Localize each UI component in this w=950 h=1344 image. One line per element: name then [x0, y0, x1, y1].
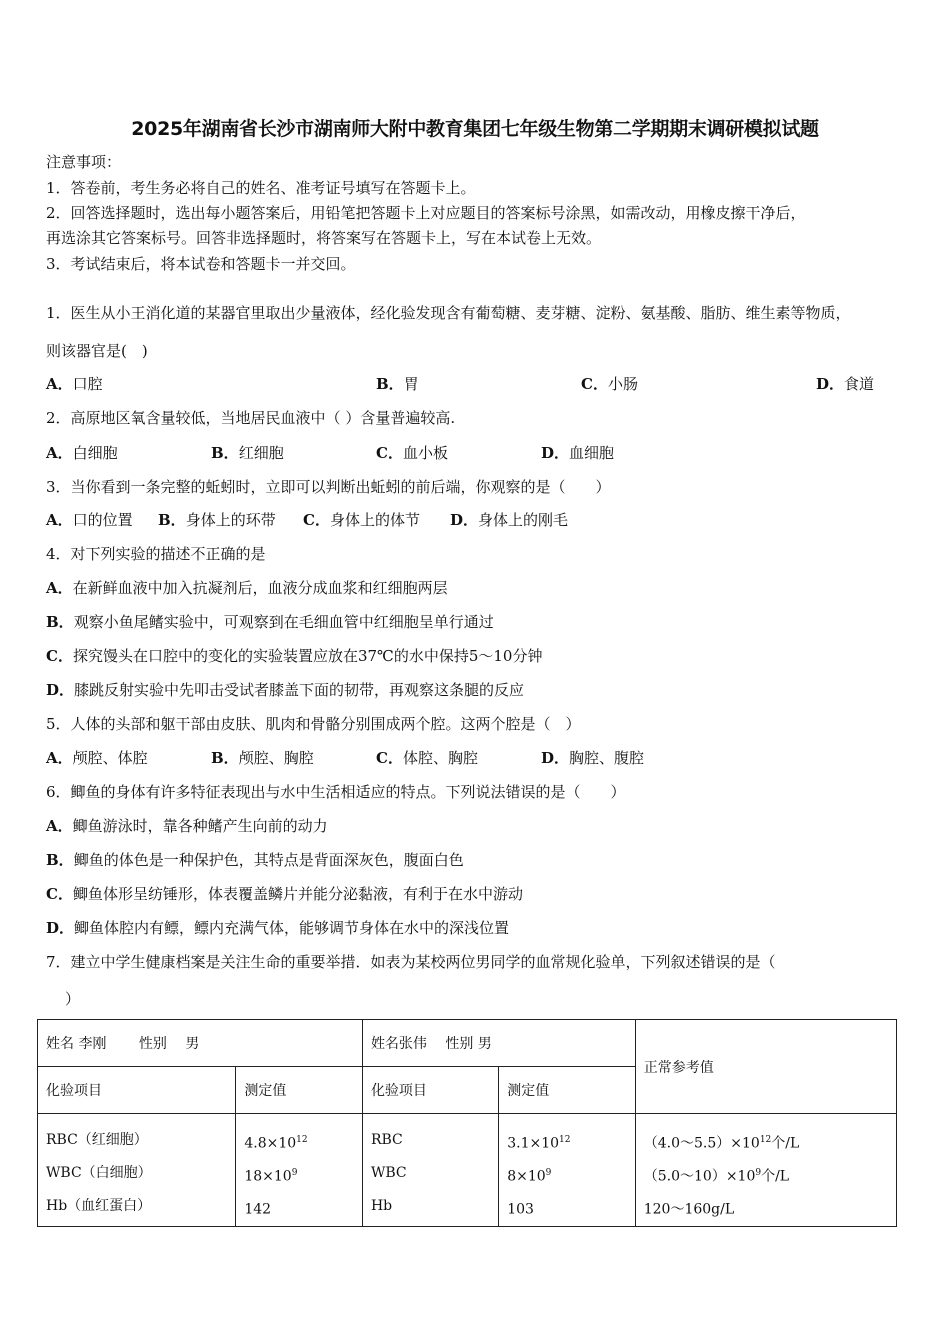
header-reference: 正常参考值 [635, 1020, 896, 1114]
option-label: D． [450, 511, 479, 529]
option-c[interactable] [46, 645, 542, 666]
option-b[interactable] [158, 509, 276, 530]
option-label: C． [581, 375, 608, 393]
option-b[interactable] [46, 849, 464, 870]
blood-test-table [37, 1019, 897, 1227]
question-stem: 6．鲫鱼的身体有许多特征表现出与水中生活相适应的特点。下列说法错误的是（ ） [46, 783, 626, 801]
option-a[interactable] [46, 577, 448, 598]
option-text: 在新鲜血液中加入抗凝剂后，血液分成血浆和红细胞两层 [72, 579, 448, 597]
col-item-header: 化验项目 [38, 1067, 236, 1114]
item-hb: Hb [370, 1198, 393, 1214]
option-text: 鲫鱼体形呈纺锤形，体表覆盖鳞片并能分泌黏液，有利于在水中游动 [72, 885, 523, 903]
option-label: B． [46, 613, 74, 631]
option-text: 胸腔、腹腔 [569, 749, 645, 767]
notice-heading: 注意事项： [46, 153, 122, 171]
option-a[interactable] [46, 509, 133, 530]
option-text: 鲫鱼游泳时，靠各种鳍产生向前的动力 [72, 817, 328, 835]
option-label: C． [376, 749, 403, 767]
option-label: A． [46, 579, 73, 597]
reference-wbc: $(5.0\sim 10)\times 10^9$个/L [643, 1168, 790, 1185]
value-rbc: $3.1\times 10^{12}$ [507, 1135, 571, 1152]
col-value-header: 测定值 [499, 1067, 636, 1114]
reference-hb: 120～160g/L [643, 1201, 735, 1218]
option-text: 小肠 [607, 375, 638, 393]
option-text: 膝跳反射实验中先叩击受试者膝盖下面的韧带，再观察这条腿的反应 [74, 681, 525, 699]
option-label: B． [376, 375, 404, 393]
option-text: 血细胞 [569, 444, 615, 462]
value-wbc: $18\times 10^9$ [244, 1168, 298, 1185]
question-stem: 则该器官是( ) [46, 342, 148, 360]
option-text: 白细胞 [72, 444, 118, 462]
option-a[interactable] [46, 815, 328, 836]
option-label: D． [541, 444, 570, 462]
question-stem: ） [50, 990, 81, 1008]
option-label: C． [376, 444, 403, 462]
option-text: 红细胞 [238, 444, 284, 462]
option-label: A． [46, 511, 73, 529]
option-c[interactable] [46, 883, 523, 904]
header-zhang-wei: 姓名张伟 性别 男 [362, 1020, 635, 1067]
item-rbc: RBC（红细胞） [46, 1132, 148, 1148]
option-b[interactable] [376, 373, 419, 394]
notice-item: 3．考试结束后，将本试卷和答题卡一并交回。 [46, 255, 356, 273]
notice-item: 2．回答选择题时，选出每小题答案后，用铅笔把答题卡上对应题目的答案标号涂黑，如需改动，用橡皮擦干净后， [46, 204, 806, 222]
value-wbc: $8\times 10^9$ [507, 1168, 552, 1185]
option-label: A． [46, 444, 73, 462]
question-stem: 3．当你看到一条完整的蚯蚓时，立即可以判断出蚯蚓的前后端，你观察的是（ ） [46, 478, 611, 496]
option-text: 身体上的体节 [329, 511, 420, 529]
option-c[interactable] [581, 373, 638, 394]
col-value-header: 测定值 [236, 1067, 363, 1114]
option-label: B． [211, 749, 239, 767]
option-text: 颅腔、胸腔 [238, 749, 314, 767]
option-label: A． [46, 375, 73, 393]
item-wbc: WBC（白细胞） [46, 1165, 152, 1181]
option-text: 探究馒头在口腔中的变化的实验装置应放在37℃的水中保持5～10分钟 [72, 647, 543, 665]
option-d[interactable] [816, 373, 874, 394]
option-label: D． [541, 749, 570, 767]
question-stem: 1．医生从小王消化道的某器官里取出少量液体，经化验发现含有葡萄糖、麦芽糖、淀粉、氨基酸、脂肪、维生素等物质， [46, 304, 851, 322]
page-title: 2025年湖南省长沙市湖南师大附中教育集团七年级生物第二学期期末调研模拟试题 [131, 118, 819, 140]
option-c[interactable] [303, 509, 420, 530]
option-a[interactable] [46, 442, 118, 463]
option-d[interactable] [450, 509, 568, 530]
option-b[interactable] [211, 747, 314, 768]
option-c[interactable] [376, 747, 478, 768]
option-label: B． [158, 511, 186, 529]
item-hb: Hb（血红蛋白） [46, 1198, 152, 1214]
option-label: D． [46, 919, 75, 937]
option-label: A． [46, 749, 73, 767]
option-b[interactable] [46, 611, 494, 632]
option-d[interactable] [541, 442, 614, 463]
option-c[interactable] [376, 442, 448, 463]
option-text: 体腔、胸腔 [402, 749, 478, 767]
option-d[interactable] [46, 917, 509, 938]
question-stem: 2．高原地区氧含量较低，当地居民血液中（ ）含量普遍较高. [46, 409, 456, 427]
items-cell [38, 1114, 236, 1227]
option-label: D． [46, 681, 75, 699]
option-text: 血小板 [402, 444, 448, 462]
items-cell [362, 1114, 498, 1227]
notice-item: 1．答卷前，考生务必将自己的姓名、准考证号填写在答题卡上。 [46, 179, 476, 197]
question-stem: 5．人体的头部和躯干部由皮肤、肌肉和骨骼分别围成两个腔。这两个腔是（ ） [46, 715, 581, 733]
option-text: 食道 [844, 375, 875, 393]
question-stem: 7．建立中学生健康档案是关注生命的重要举措．如表为某校两位男同学的血常规化验单，下列叙述错误的是（ [46, 953, 776, 971]
item-rbc: RBC [370, 1132, 403, 1148]
notice-item: 再选涂其它答案标号。回答非选择题时，将答案写在答题卡上，写在本试卷上无效。 [46, 229, 602, 247]
option-label: B． [211, 444, 239, 462]
option-text: 胃 [403, 375, 419, 393]
value-hb: 103 [507, 1201, 534, 1218]
option-text: 身体上的刚毛 [478, 511, 569, 529]
option-text: 颅腔、体腔 [72, 749, 148, 767]
option-text: 身体上的环带 [185, 511, 276, 529]
question-stem: 4．对下列实验的描述不正确的是 [46, 545, 266, 563]
option-text: 鲫鱼体腔内有鳔，鳔内充满气体，能够调节身体在水中的深浅位置 [74, 919, 510, 937]
reference-rbc: $(4.0\sim 5.5)\times 10^{12}$个/L [643, 1135, 800, 1152]
option-text: 口的位置 [72, 511, 133, 529]
col-item-header: 化验项目 [362, 1067, 498, 1114]
option-a[interactable] [46, 373, 103, 394]
option-a[interactable] [46, 747, 148, 768]
value-hb: 142 [244, 1201, 272, 1218]
header-li-gang: 姓名 李刚 性别 男 [38, 1020, 363, 1067]
option-label: C． [303, 511, 330, 529]
option-text: 观察小鱼尾鳍实验中，可观察到在毛细血管中红细胞呈单行通过 [73, 613, 494, 631]
values-cell [236, 1114, 363, 1227]
item-wbc: WBC [370, 1165, 407, 1181]
option-label: A． [46, 817, 73, 835]
option-label: C． [46, 885, 73, 903]
option-d[interactable] [541, 747, 644, 768]
value-rbc: $4.8\times 10^{12}$ [244, 1135, 308, 1152]
option-label: D． [816, 375, 845, 393]
option-b[interactable] [211, 442, 284, 463]
values-cell [499, 1114, 636, 1227]
option-d[interactable] [46, 679, 524, 700]
reference-cell [635, 1114, 896, 1227]
option-label: C． [46, 647, 73, 665]
option-label: B． [46, 851, 74, 869]
option-text: 口腔 [72, 375, 103, 393]
option-text: 鲫鱼的体色是一种保护色，其特点是背面深灰色，腹面白色 [73, 851, 464, 869]
